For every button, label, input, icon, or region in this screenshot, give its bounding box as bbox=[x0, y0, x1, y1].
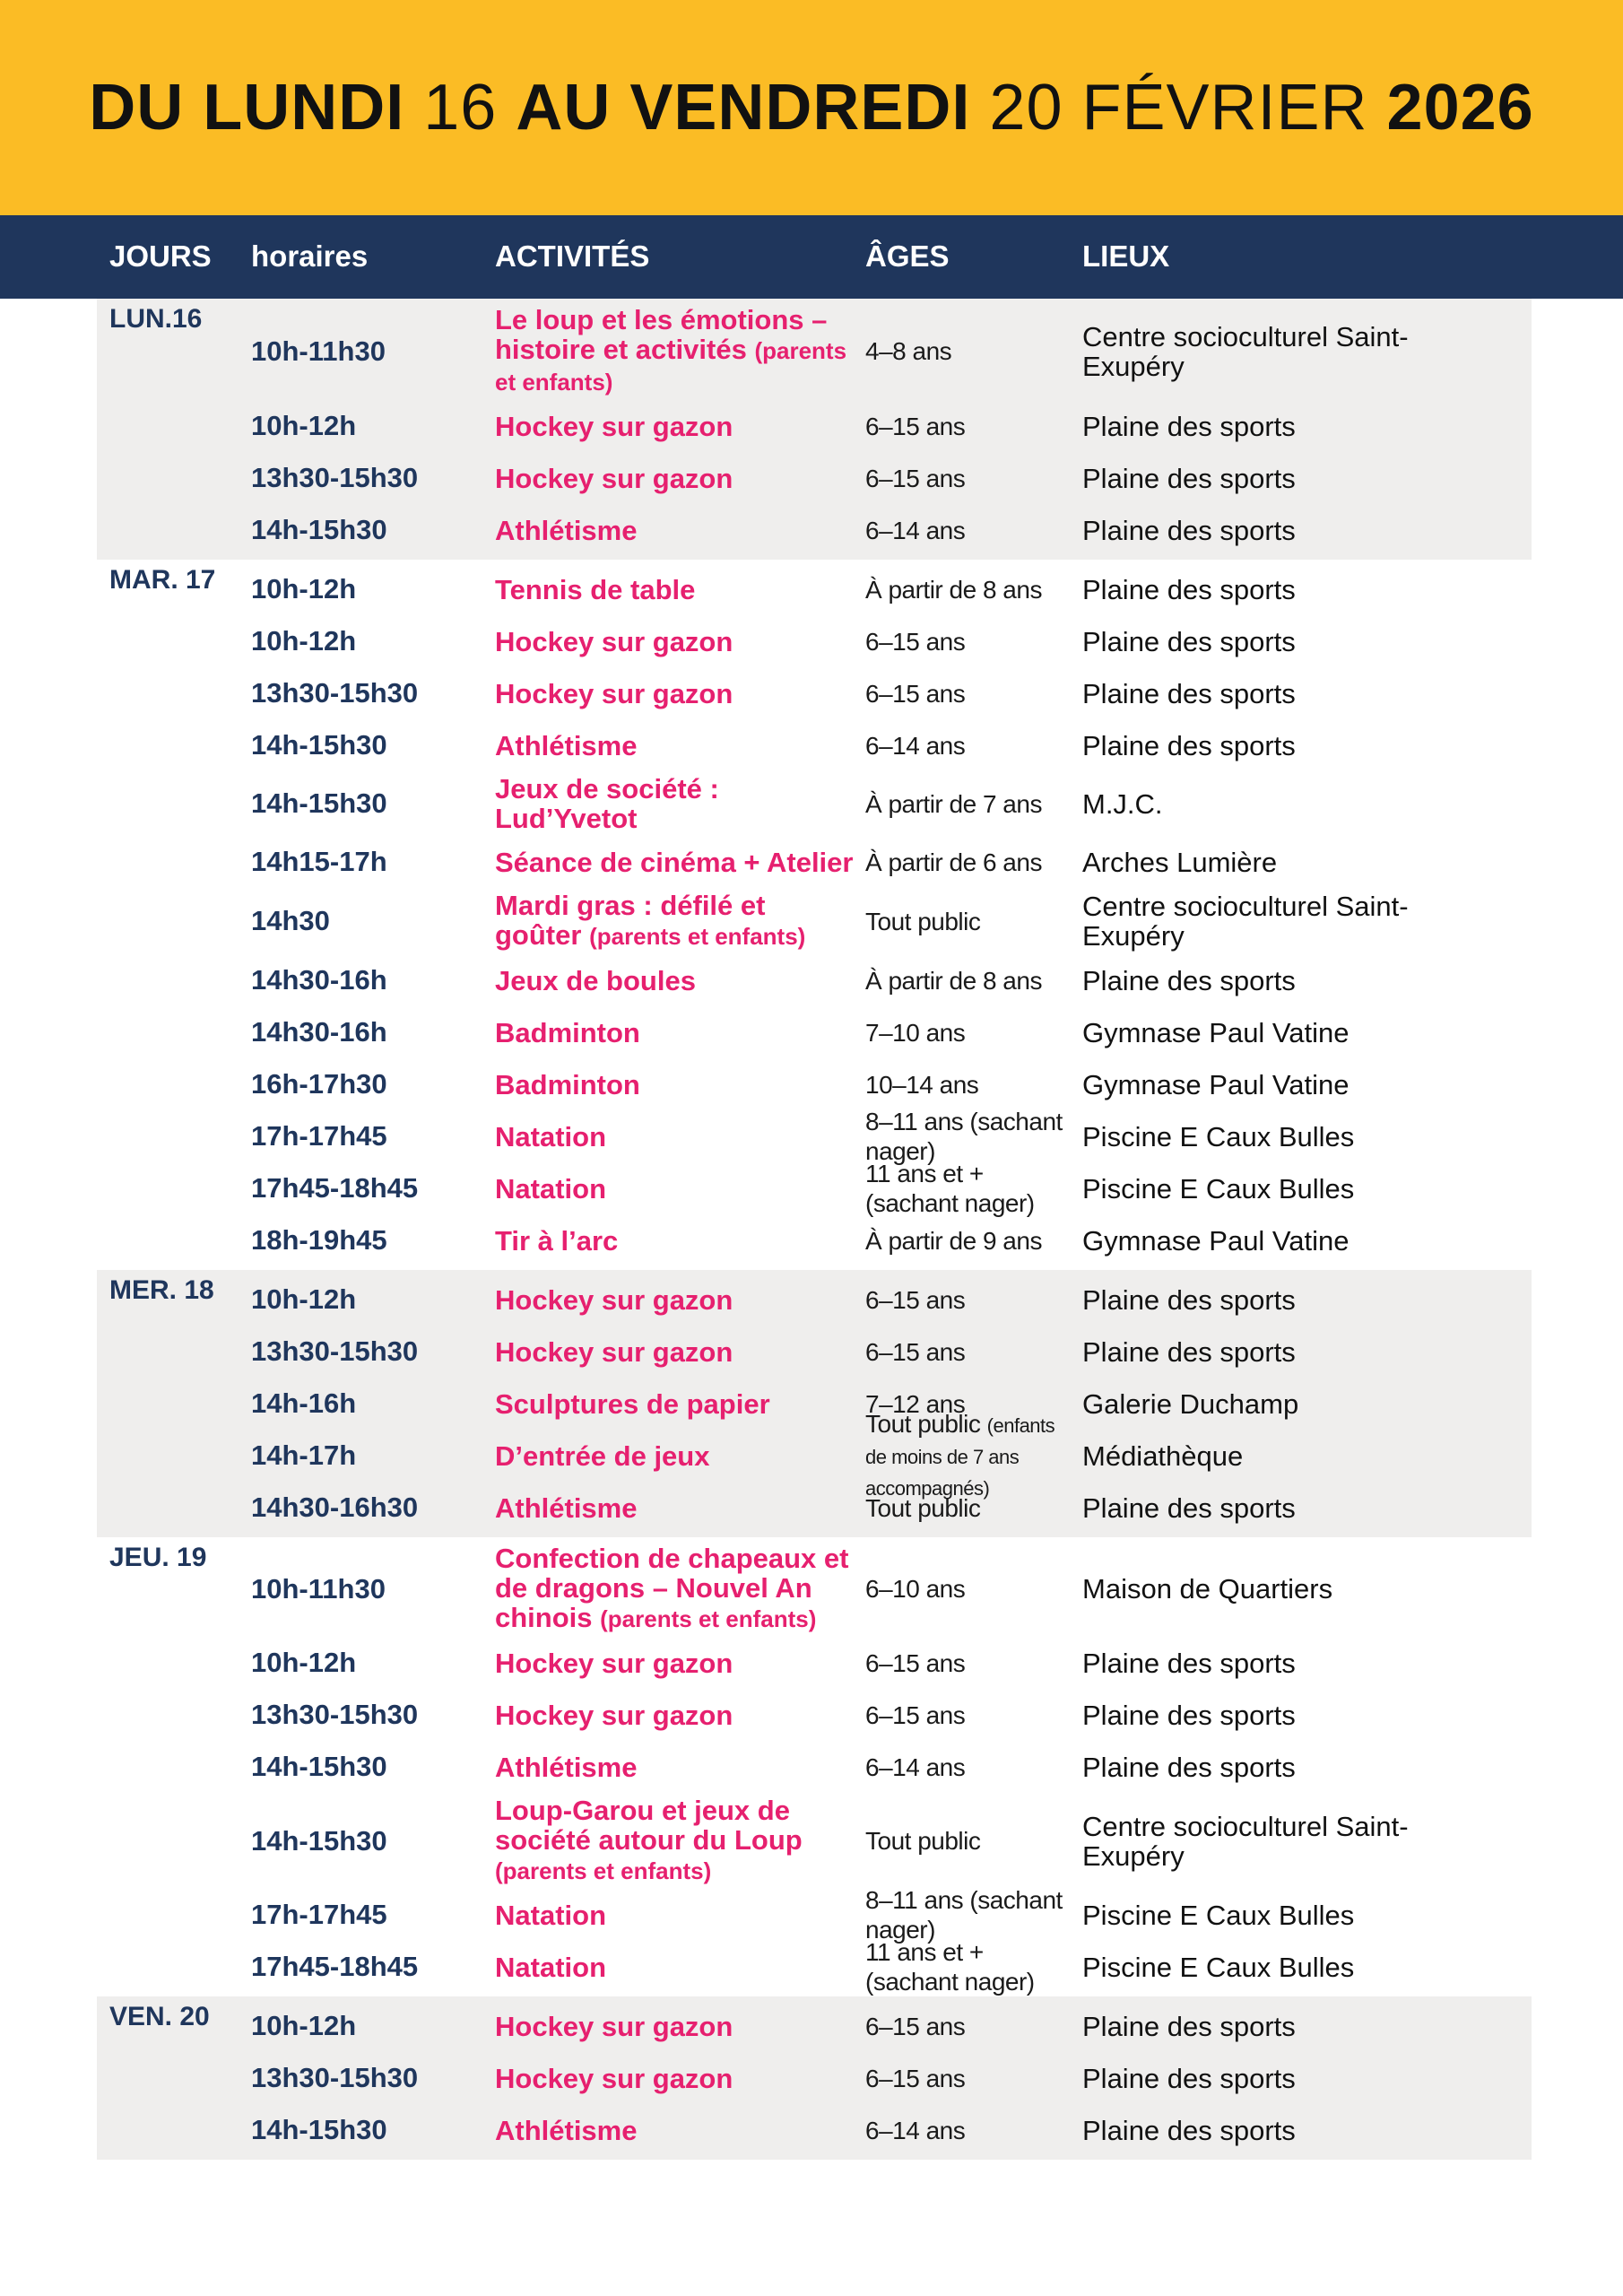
activity-name: Natation bbox=[495, 1951, 606, 1983]
activity-cell bbox=[495, 1285, 854, 1315]
place-cell: Plaine des sports bbox=[1082, 1492, 1296, 1524]
age-cell bbox=[865, 1159, 1072, 1218]
place-cell: Centre socioculturel Saint-Exupéry bbox=[1082, 891, 1409, 952]
age-value: À partir de 6 ans bbox=[865, 848, 1042, 876]
time-cell: 10h-12h bbox=[251, 410, 357, 441]
time-cell: 14h-15h30 bbox=[251, 2114, 387, 2145]
activity-name: Hockey sur gazon bbox=[495, 2062, 733, 2094]
age-cell bbox=[865, 627, 1072, 657]
place-cell: Médiathèque bbox=[1082, 1439, 1244, 1472]
age-value: 11 ans et + (sachant nager) bbox=[865, 1160, 1035, 1217]
activity-cell bbox=[495, 2012, 854, 2041]
time-cell: 17h45-18h45 bbox=[251, 1951, 419, 1982]
activity-name: Badminton bbox=[495, 1068, 640, 1100]
activity-cell bbox=[495, 1226, 854, 1256]
title-part: DU LUNDI bbox=[89, 72, 405, 144]
time-cell: 13h30-15h30 bbox=[251, 677, 419, 709]
table-row bbox=[97, 2104, 1532, 2156]
time-cell: 14h30 bbox=[251, 905, 330, 936]
header-horaires: horaires bbox=[251, 239, 369, 273]
time-cell: 13h30-15h30 bbox=[251, 462, 419, 493]
table-row bbox=[97, 1886, 1532, 1944]
place-cell: Galerie Duchamp bbox=[1082, 1387, 1299, 1420]
time-cell: 16h-17h30 bbox=[251, 1068, 387, 1100]
activity-cell bbox=[495, 305, 854, 397]
day-label: MER. 18 bbox=[109, 1275, 214, 1305]
activity-cell bbox=[495, 2116, 854, 2145]
activity-cell bbox=[495, 1389, 854, 1419]
activity-cell bbox=[495, 1648, 854, 1678]
age-value: 6–10 ans bbox=[865, 1575, 966, 1603]
table-row bbox=[97, 1108, 1532, 1165]
place-cell: Piscine E Caux Bulles bbox=[1082, 1172, 1355, 1205]
age-value: 6–14 ans bbox=[865, 516, 966, 544]
activity-name: Séance de cinéma + Atelier bbox=[495, 846, 854, 878]
age-cell bbox=[865, 1700, 1072, 1730]
table-row bbox=[97, 1409, 1532, 1500]
age-value: 7–12 ans bbox=[865, 1389, 966, 1418]
table-row bbox=[97, 1214, 1532, 1266]
age-cell bbox=[865, 1826, 1072, 1856]
activity-cell bbox=[495, 1752, 854, 1782]
time-cell: 10h-11h30 bbox=[251, 335, 386, 367]
age-cell bbox=[865, 1018, 1072, 1048]
age-cell bbox=[865, 575, 1072, 604]
time-cell: 10h-12h bbox=[251, 573, 357, 604]
table-row bbox=[97, 1378, 1532, 1430]
place-cell: M.J.C. bbox=[1082, 787, 1163, 820]
age-value: 6–15 ans bbox=[865, 679, 966, 708]
page-title bbox=[89, 71, 1533, 144]
place-cell: Gymnase Paul Vatine bbox=[1082, 1068, 1350, 1100]
activity-name: Hockey sur gazon bbox=[495, 677, 733, 709]
time-cell: 14h-15h30 bbox=[251, 1824, 387, 1857]
age-cell bbox=[865, 731, 1072, 761]
activity-name: Le loup et les émotions – histoire et activités bbox=[495, 304, 828, 365]
activity-name: Hockey sur gazon bbox=[495, 1335, 733, 1368]
activity-cell bbox=[495, 1122, 854, 1152]
activity-cell bbox=[495, 1493, 854, 1523]
place-cell: Arches Lumière bbox=[1082, 846, 1278, 878]
activity-cell bbox=[495, 1018, 854, 1048]
time-cell: 14h-17h bbox=[251, 1439, 357, 1471]
place-cell: Plaine des sports bbox=[1082, 410, 1296, 442]
activity-cell bbox=[495, 679, 854, 709]
place-cell: Plaine des sports bbox=[1082, 514, 1296, 546]
time-cell: 10h-12h bbox=[251, 625, 357, 657]
place-cell: Plaine des sports bbox=[1082, 1699, 1296, 1731]
activity-name: Hockey sur gazon bbox=[495, 1699, 733, 1731]
age-cell bbox=[865, 336, 1072, 366]
age-cell bbox=[865, 1648, 1072, 1678]
place-cell: Plaine des sports bbox=[1082, 2114, 1296, 2146]
activity-cell bbox=[495, 412, 854, 441]
age-value: À partir de 9 ans bbox=[865, 1226, 1042, 1255]
age-value: 6–15 ans bbox=[865, 412, 966, 440]
age-value: Tout public bbox=[865, 1827, 981, 1855]
age-cell bbox=[865, 2116, 1072, 2145]
activity-cell bbox=[495, 848, 854, 877]
table-row bbox=[97, 1274, 1532, 1326]
activity-name: D’entrée de jeux bbox=[495, 1439, 710, 1472]
age-value: Tout public bbox=[865, 1409, 981, 1438]
place-cell: Plaine des sports bbox=[1082, 1335, 1296, 1368]
activity-name: Natation bbox=[495, 1899, 606, 1931]
activity-name: Athlétisme bbox=[495, 514, 638, 546]
activity-cell bbox=[495, 731, 854, 761]
age-cell bbox=[865, 412, 1072, 441]
day-group bbox=[97, 1537, 1532, 1996]
activity-name: Natation bbox=[495, 1120, 606, 1152]
table-row bbox=[97, 719, 1532, 771]
time-cell: 14h-15h30 bbox=[251, 514, 387, 545]
day-group bbox=[97, 560, 1532, 1270]
activity-name: Hockey sur gazon bbox=[495, 1283, 733, 1316]
day-group bbox=[97, 1996, 1532, 2160]
age-value: 6–15 ans bbox=[865, 1337, 966, 1366]
activity-name: Hockey sur gazon bbox=[495, 462, 733, 494]
activity-cell bbox=[495, 1952, 854, 1982]
activity-name: Tir à l’arc bbox=[495, 1224, 619, 1257]
time-cell: 13h30-15h30 bbox=[251, 1335, 419, 1367]
age-cell bbox=[865, 1885, 1072, 1944]
activity-cell bbox=[495, 1441, 854, 1471]
age-cell bbox=[865, 848, 1072, 877]
place-cell: Plaine des sports bbox=[1082, 462, 1296, 494]
age-cell bbox=[865, 1107, 1072, 1166]
table-row bbox=[97, 1326, 1532, 1378]
age-value: 6–14 ans bbox=[865, 2116, 966, 2144]
age-cell bbox=[865, 1337, 1072, 1367]
activity-cell bbox=[495, 516, 854, 545]
activity-name: Athlétisme bbox=[495, 729, 638, 761]
place-cell: Piscine E Caux Bulles bbox=[1082, 1899, 1355, 1931]
age-cell bbox=[865, 907, 1072, 936]
age-value: 8–11 ans (sachant nager) bbox=[865, 1886, 1063, 1944]
table-row bbox=[97, 1160, 1532, 1217]
age-value: 6–15 ans bbox=[865, 1700, 966, 1729]
table-row bbox=[97, 1541, 1532, 1637]
place-cell: Piscine E Caux Bulles bbox=[1082, 1951, 1355, 1983]
activity-name: Athlétisme bbox=[495, 2114, 638, 2146]
time-cell: 17h-17h45 bbox=[251, 1899, 387, 1930]
age-cell bbox=[865, 966, 1072, 996]
title-part: AU VENDREDI bbox=[516, 72, 971, 144]
age-cell bbox=[865, 464, 1072, 493]
activity-cell bbox=[495, 774, 854, 833]
age-value: 6–15 ans bbox=[865, 1648, 966, 1677]
table-row bbox=[97, 302, 1532, 400]
place-cell: Plaine des sports bbox=[1082, 625, 1296, 657]
age-cell bbox=[865, 516, 1072, 545]
title-banner bbox=[0, 0, 1623, 215]
activity-cell bbox=[495, 1070, 854, 1100]
table-row bbox=[97, 1058, 1532, 1110]
time-cell: 10h-11h30 bbox=[251, 1572, 386, 1605]
table-row bbox=[97, 1006, 1532, 1058]
table-row bbox=[97, 452, 1532, 504]
place-cell: Centre socioculturel Saint-Exupéry bbox=[1082, 1810, 1409, 1872]
day-group bbox=[97, 1270, 1532, 1537]
age-value: À partir de 7 ans bbox=[865, 789, 1042, 818]
activity-cell bbox=[495, 464, 854, 493]
time-cell: 14h-16h bbox=[251, 1387, 357, 1419]
place-cell: Gymnase Paul Vatine bbox=[1082, 1016, 1350, 1048]
table-row bbox=[97, 888, 1532, 954]
age-cell bbox=[865, 1937, 1072, 1996]
place-cell: Plaine des sports bbox=[1082, 729, 1296, 761]
table-row bbox=[97, 563, 1532, 615]
activity-cell bbox=[495, 1796, 854, 1886]
activity-note: (parents et enfants) bbox=[589, 923, 806, 950]
title-part: 20 FÉVRIER bbox=[970, 72, 1387, 144]
age-value: À partir de 8 ans bbox=[865, 575, 1042, 604]
table-row bbox=[97, 1482, 1532, 1534]
age-value: 6–14 ans bbox=[865, 731, 966, 760]
table-row bbox=[97, 771, 1532, 836]
activity-name: Badminton bbox=[495, 1016, 640, 1048]
table-row bbox=[97, 1637, 1532, 1689]
day-label: VEN. 20 bbox=[109, 2002, 210, 2031]
title-part: 16 bbox=[404, 72, 516, 144]
place-cell: Piscine E Caux Bulles bbox=[1082, 1120, 1355, 1152]
table-row bbox=[97, 667, 1532, 719]
place-cell: Gymnase Paul Vatine bbox=[1082, 1224, 1350, 1257]
activity-name: Jeux de boules bbox=[495, 964, 696, 996]
time-cell: 10h-12h bbox=[251, 1647, 357, 1678]
activity-cell bbox=[495, 1700, 854, 1730]
age-cell bbox=[865, 1493, 1072, 1523]
time-cell: 14h-15h30 bbox=[251, 1751, 387, 1782]
time-cell: 14h30-16h bbox=[251, 964, 387, 996]
activity-name: Confection de chapeaux et de dragons – Nouvel An chinois bbox=[495, 1543, 849, 1633]
activity-name: Hockey sur gazon bbox=[495, 1647, 733, 1679]
activity-name: Hockey sur gazon bbox=[495, 625, 733, 657]
activity-note: (parents et enfants) bbox=[495, 1857, 712, 1884]
time-cell: 18h-19h45 bbox=[251, 1224, 387, 1256]
age-cell bbox=[865, 1226, 1072, 1256]
table-row bbox=[97, 836, 1532, 888]
age-cell bbox=[865, 2064, 1072, 2093]
activity-name: Jeux de société : Lud’Yvetot bbox=[495, 773, 719, 834]
age-value: Tout public bbox=[865, 1493, 981, 1522]
age-cell bbox=[865, 1070, 1072, 1100]
header-activites: ACTIVITÉS bbox=[495, 239, 650, 273]
activity-note: (parents et enfants) bbox=[495, 337, 847, 396]
activity-name: Athlétisme bbox=[495, 1492, 638, 1524]
age-value: 6–15 ans bbox=[865, 2064, 966, 2092]
header-jours: JOURS bbox=[109, 239, 212, 273]
age-cell bbox=[865, 1752, 1072, 1782]
activity-cell bbox=[495, 627, 854, 657]
activity-cell bbox=[495, 891, 854, 952]
table-row bbox=[97, 615, 1532, 667]
age-cell bbox=[865, 789, 1072, 819]
time-cell: 10h-12h bbox=[251, 2010, 357, 2041]
age-cell bbox=[865, 1285, 1072, 1315]
time-cell: 14h15-17h bbox=[251, 846, 387, 877]
activity-note: (parents et enfants) bbox=[600, 1605, 817, 1632]
time-cell: 14h-15h30 bbox=[251, 787, 387, 819]
age-value: 7–10 ans bbox=[865, 1018, 966, 1047]
time-cell: 10h-12h bbox=[251, 1283, 357, 1315]
activity-name: Natation bbox=[495, 1172, 606, 1205]
time-cell: 13h30-15h30 bbox=[251, 1699, 419, 1730]
age-value: 4–8 ans bbox=[865, 337, 952, 365]
age-value: Tout public bbox=[865, 907, 981, 935]
age-value: 10–14 ans bbox=[865, 1070, 979, 1099]
table-row bbox=[97, 1793, 1532, 1889]
activity-cell bbox=[495, 1544, 854, 1634]
age-cell bbox=[865, 679, 1072, 709]
time-cell: 17h-17h45 bbox=[251, 1120, 387, 1152]
age-value: 8–11 ans (sachant nager) bbox=[865, 1108, 1063, 1165]
table-row bbox=[97, 1938, 1532, 1996]
table-row bbox=[97, 2000, 1532, 2052]
day-label: MAR. 17 bbox=[109, 565, 216, 595]
place-cell: Plaine des sports bbox=[1082, 573, 1296, 605]
place-cell: Maison de Quartiers bbox=[1082, 1573, 1333, 1605]
table-row bbox=[97, 1741, 1532, 1793]
time-cell: 13h30-15h30 bbox=[251, 2062, 419, 2093]
time-cell: 14h30-16h bbox=[251, 1016, 387, 1048]
activity-name: Mardi gras : défilé et goûter bbox=[495, 890, 766, 951]
time-cell: 17h45-18h45 bbox=[251, 1172, 419, 1204]
table-header bbox=[0, 215, 1623, 299]
place-cell: Centre socioculturel Saint-Exupéry bbox=[1082, 320, 1409, 382]
place-cell: Plaine des sports bbox=[1082, 1647, 1296, 1679]
activity-cell bbox=[495, 1337, 854, 1367]
time-cell: 14h30-16h30 bbox=[251, 1492, 419, 1523]
place-cell: Plaine des sports bbox=[1082, 1751, 1296, 1783]
table-row bbox=[97, 1689, 1532, 1741]
age-value: À partir de 8 ans bbox=[865, 966, 1042, 995]
age-note: (enfants de moins de 7 ans accompagnés) bbox=[865, 1413, 1055, 1500]
header-lieux: LIEUX bbox=[1082, 239, 1170, 273]
activity-name: Hockey sur gazon bbox=[495, 2010, 733, 2042]
activity-cell bbox=[495, 966, 854, 996]
activity-name: Sculptures de papier bbox=[495, 1387, 770, 1420]
activity-name: Hockey sur gazon bbox=[495, 410, 733, 442]
age-cell bbox=[865, 1574, 1072, 1604]
place-cell: Plaine des sports bbox=[1082, 2062, 1296, 2094]
place-cell: Plaine des sports bbox=[1082, 1283, 1296, 1316]
activity-cell bbox=[495, 2064, 854, 2093]
activity-cell bbox=[495, 575, 854, 604]
activity-cell bbox=[495, 1174, 854, 1204]
activity-name: Tennis de table bbox=[495, 573, 696, 605]
table-row bbox=[97, 954, 1532, 1006]
day-label: LUN.16 bbox=[109, 304, 203, 334]
age-value: 6–15 ans bbox=[865, 1285, 966, 1314]
place-cell: Plaine des sports bbox=[1082, 677, 1296, 709]
activity-cell bbox=[495, 1900, 854, 1930]
table-row bbox=[97, 400, 1532, 452]
activity-name: Loup-Garou et jeux de société autour du Loup bbox=[495, 1795, 803, 1856]
table-row bbox=[97, 2052, 1532, 2104]
title-part: 2026 bbox=[1386, 72, 1534, 144]
day-group bbox=[97, 299, 1532, 560]
age-value: 6–15 ans bbox=[865, 464, 966, 492]
age-value: 6–15 ans bbox=[865, 2012, 966, 2040]
table-row bbox=[97, 504, 1532, 556]
day-label: JEU. 19 bbox=[109, 1543, 207, 1572]
schedule-table bbox=[97, 299, 1532, 2160]
time-cell: 14h-15h30 bbox=[251, 729, 387, 761]
age-value: 11 ans et + (sachant nager) bbox=[865, 1938, 1035, 1996]
age-value: 6–15 ans bbox=[865, 627, 966, 656]
place-cell: Plaine des sports bbox=[1082, 964, 1296, 996]
age-cell bbox=[865, 2012, 1072, 2041]
age-value: 6–14 ans bbox=[865, 1752, 966, 1781]
place-cell: Plaine des sports bbox=[1082, 2010, 1296, 2042]
header-ages: ÂGES bbox=[865, 239, 950, 273]
activity-name: Athlétisme bbox=[495, 1751, 638, 1783]
